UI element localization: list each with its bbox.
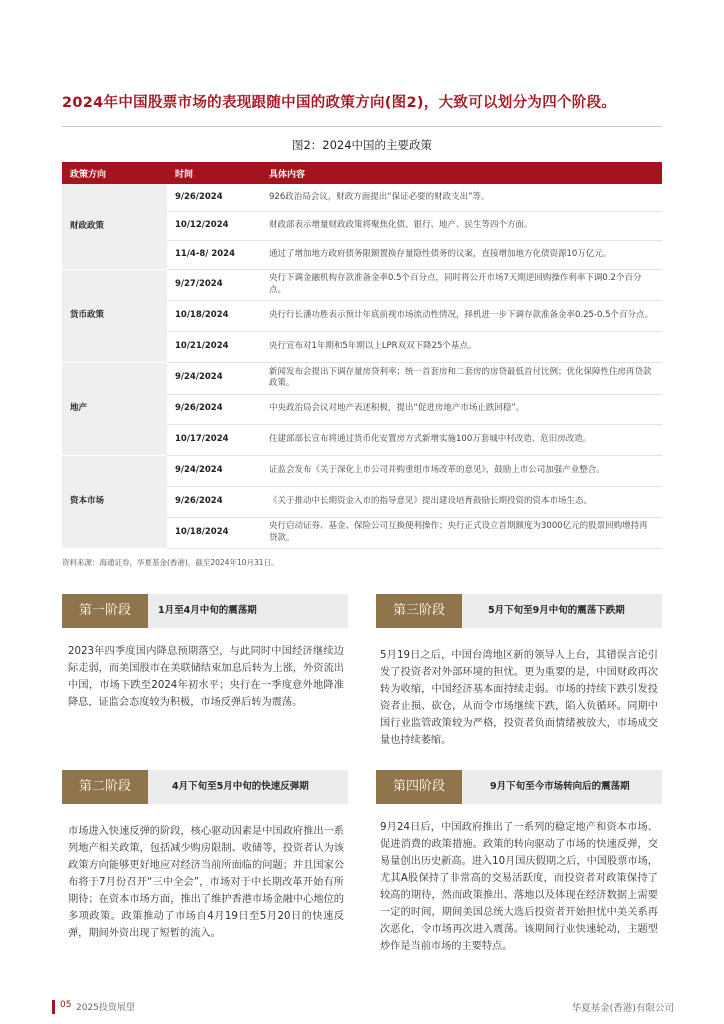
stage-1-header xyxy=(62,594,348,628)
stage-4-header xyxy=(376,770,662,804)
stage-1-body: 2023年四季度国内降息预期落空，与此同时中国经济继续边际走弱，而美国股市在美联储结束加息后转为上涨，外资流出中国，市场下跌至2024年初水平；央行在一季度意外地降准降息，证监会态度较为积极，市场反弹后转为震荡。 xyxy=(68,646,344,708)
stage-2-header xyxy=(62,770,348,804)
date-cell: 9/26/2024 xyxy=(167,394,261,424)
table-header-row xyxy=(62,162,662,184)
content-cell: 证监会发布《关于深化上市公司并购重组市场改革的意见》，鼓励上市公司加强产业整合。 xyxy=(261,455,662,486)
date-cell: 10/21/2024 xyxy=(167,331,261,362)
content-cell: 新闻发布会提出下调存量房贷利率；统一首套房和二套房的房贷最低首付比例；优化保障性住房再贷款政策。 xyxy=(261,362,662,394)
content-cell: 财政部表示增量财政政策将聚焦化债、银行、地产、民生等四个方面。 xyxy=(261,211,662,240)
header-content: 具体内容 xyxy=(261,162,662,184)
company-name: 华夏基金(香港)有限公司 xyxy=(571,1003,674,1014)
content-cell: 央行启动证券、基金、保险公司互换便利操作；央行正式设立首期额度为3000亿元的股票回购增持再贷款。 xyxy=(261,517,662,548)
headline-divider xyxy=(62,126,662,127)
figure-title: 图2：2024中国的主要政策 xyxy=(291,138,433,152)
header-date: 时间 xyxy=(167,162,261,184)
date-cell: 9/26/2024 xyxy=(167,184,261,211)
stage-3-body: 5月19日之后，中国台湾地区新的领导人上台，其错误言论引发了投资者对外部环境的担忧。更为重要的是，中国财政再次转为收缩，中国经济基本面持续走弱。市场的持续下跌引发投资者止损、砍仓，从而令市场继续下跌，陷入负循环。同期中国行业监管政策较为严格，投资者负面情绪被放大，市场成交量也持续萎缩。 xyxy=(380,650,658,746)
date-cell: 9/26/2024 xyxy=(167,486,261,517)
stage-3-subtitle: 5月下旬至9月中旬的震荡下跌期 xyxy=(488,605,625,616)
stage-1-label: 第一阶段 xyxy=(62,594,148,628)
content-cell: 央行宣布对1年期和5年期以上LPR双双下降25个基点。 xyxy=(261,331,662,362)
table-source-note: 资料来源：海通证券，华夏基金(香港)，截至2024年10月31日。 xyxy=(62,558,279,567)
footer-accent-bar xyxy=(52,1000,55,1014)
category-cell: 财政政策 xyxy=(62,184,167,269)
stage-4-subtitle: 9月下旬至今市场转向后的震荡期 xyxy=(490,781,630,792)
stage-3-header xyxy=(376,594,662,628)
content-cell: 《关于推动中长期资金入市的指导意见》提出建设培育鼓励长期投资的资本市场生态。 xyxy=(261,486,662,517)
date-cell: 9/27/2024 xyxy=(167,269,261,300)
category-cell: 货币政策 xyxy=(62,269,167,362)
policy-table xyxy=(62,162,662,549)
publication-title: 2025投资展望 xyxy=(76,1003,135,1013)
table-row xyxy=(62,362,662,394)
date-cell: 10/12/2024 xyxy=(167,211,261,240)
stage-3-label: 第三阶段 xyxy=(376,594,462,628)
page-number: 05 xyxy=(60,1000,72,1010)
stage-2-label: 第二阶段 xyxy=(62,770,148,804)
stage-2-body: 市场进入快速反弹的阶段，核心驱动因素是中国政府推出一系列地产相关政策，包括减少购房限制、收储等，投资者认为该政策方向能够更好地应对经济当前所面临的问题；并且国家公布将于7月份召开“三中全会”，市场对于中长期改革开始有所期待；在资本市场方面，推出了维护香港市场金融中心地位的多项政策。政策推动了市场自4月19日至5月20日的快速反弹，期间外资出现了短暂的流入。 xyxy=(68,826,344,939)
content-cell: 住建部部长宣布将通过货币化安置房方式新增实施100万套城中村改造、危旧房改造。 xyxy=(261,424,662,455)
category-cell: 地产 xyxy=(62,362,167,455)
category-cell: 资本市场 xyxy=(62,455,167,548)
date-cell: 10/18/2024 xyxy=(167,517,261,548)
stage-4-body: 9月24日后，中国政府推出了一系列的稳定地产和资本市场、促进消费的政策措施。政策的转向驱动了市场的快速反弹，交易量创出历史新高。进入10月国庆假期之后，中国股票市场，尤其A股保持了非常高的交易活跃度，而投资者对政策保持了较高的期待，然而政策推出、落地以及体现在经济数据上需要一定的时间，期间美国总统大选后投资者开始担忧中美关系再次恶化，令市场再次进入震荡。该期间行业快速轮动，主题型炒作是当前市场的主要特点。 xyxy=(380,822,658,952)
stage-1-subtitle: 1月至4月中旬的震荡期 xyxy=(158,605,257,616)
content-cell: 中央政治局会议对地产表述积极，提出“促进房地产市场止跌回稳”。 xyxy=(261,394,662,424)
date-cell: 10/18/2024 xyxy=(167,300,261,331)
table-row xyxy=(62,184,662,211)
date-cell: 9/24/2024 xyxy=(167,455,261,486)
stage-2-subtitle: 4月下旬至5月中旬的快速反弹期 xyxy=(172,781,309,792)
page-headline: 2024年中国股票市场的表现跟随中国的政策方向(图2)，大致可以划分为四个阶段。 xyxy=(62,95,617,111)
table-row xyxy=(62,455,662,486)
stage-4-label: 第四阶段 xyxy=(376,770,462,804)
date-cell: 10/17/2024 xyxy=(167,424,261,455)
content-cell: 926政治局会议，财政方面提出“保证必要的财政支出”等。 xyxy=(261,184,662,211)
table-row xyxy=(62,269,662,300)
content-cell: 央行下调金融机构存款准备金率0.5个百分点，同时将公开市场7天期逆回购操作利率下调0.2个百分点。 xyxy=(261,269,662,300)
date-cell: 9/24/2024 xyxy=(167,362,261,394)
date-cell: 11/4-8/ 2024 xyxy=(167,240,261,269)
content-cell: 通过了增加地方政府债务限额置换存量隐性债务的议案，直接增加地方化债资源10万亿元。 xyxy=(261,240,662,269)
header-policy-direction: 政策方向 xyxy=(62,162,167,184)
content-cell: 央行行长潘功胜表示预计年底前视市场流动性情况，择机进一步下调存款准备金率0.25-0.5个百分点。 xyxy=(261,300,662,331)
